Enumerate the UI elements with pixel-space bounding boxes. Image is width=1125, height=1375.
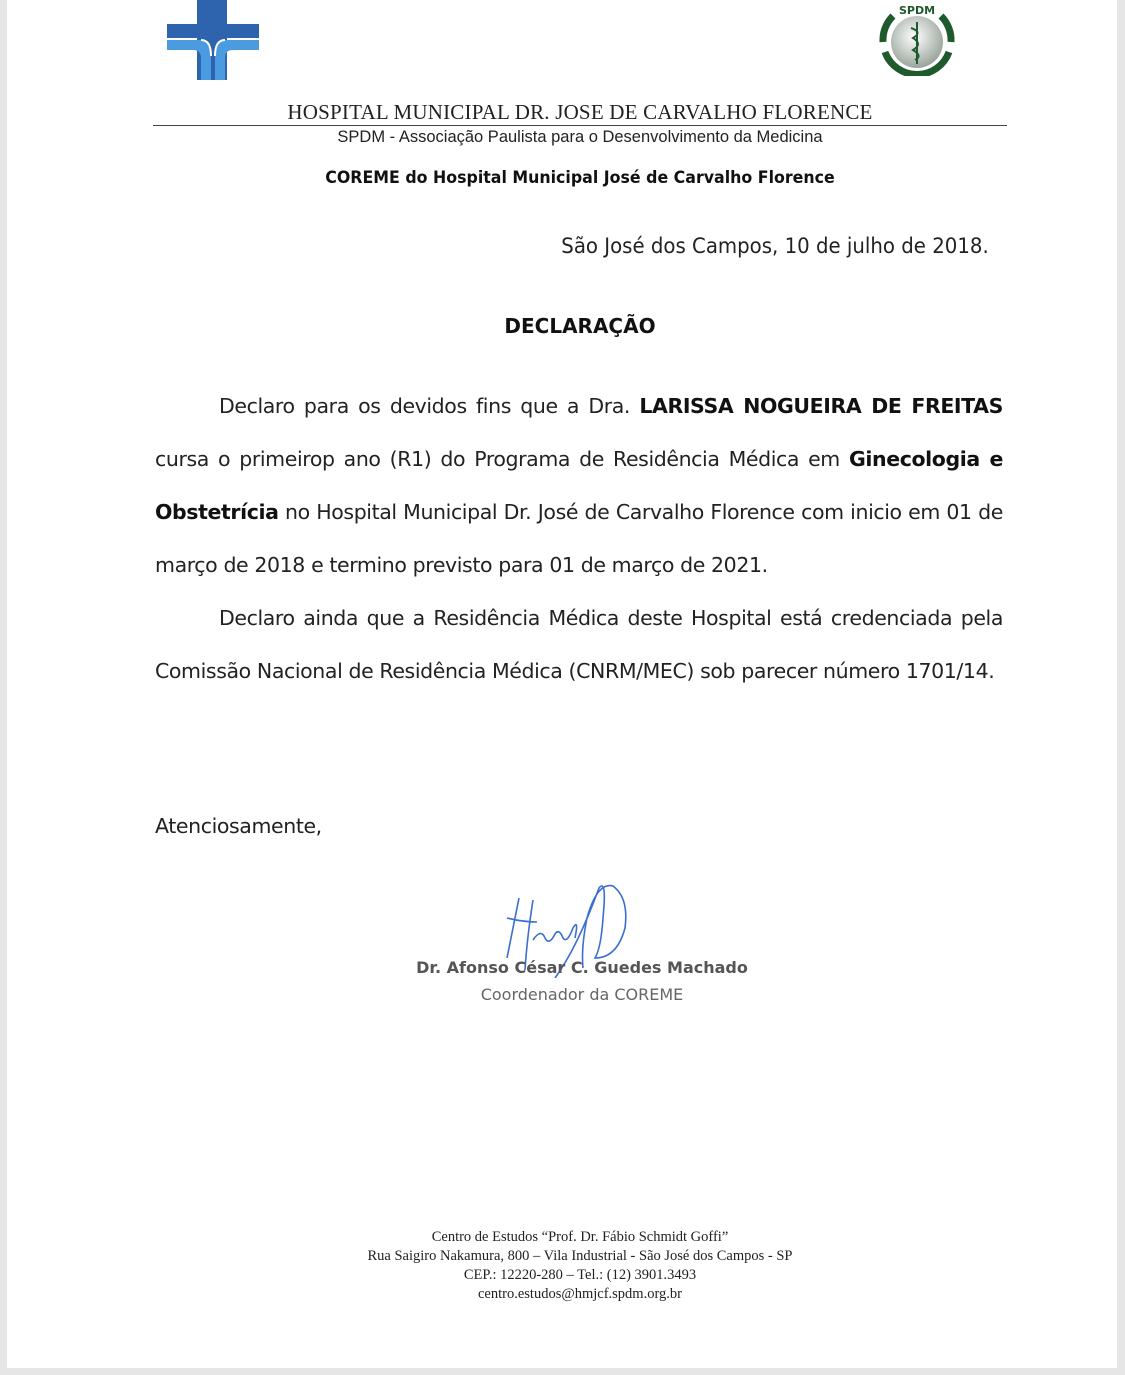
resident-name: LARISSA NOGUEIRA DE FREITAS (639, 394, 1003, 418)
footer-line-2: Rua Saigiro Nakamura, 800 – Vila Industrial - São José dos Campos - SP (367, 1248, 793, 1264)
place-date: São José dos Campos, 10 de julho de 2018. (561, 234, 989, 258)
p1-text-1: Declaro para os devidos fins que a Dra. (219, 394, 640, 418)
document-page (7, 0, 1117, 1368)
footer-email: centro.estudos@hmjcf.spdm.org.br (478, 1286, 682, 1302)
p1-text-2: cursa o primeirop ano (R1) do Programa de Residência Médica em (155, 447, 849, 471)
svg-text:SPDM: SPDM (898, 4, 936, 17)
committee-name: COREME do Hospital Municipal José de Carvalho Florence (325, 168, 835, 188)
header-divider (153, 125, 1007, 126)
paragraph-2: Declaro ainda que a Residência Médica deste Hospital está credenciada pela Comissão Nacional de Residência Médica (CNRM/MEC) sob parecer número 1701/14. (155, 606, 1003, 683)
footer-address (153, 1228, 1007, 1304)
declaration-title: DECLARAÇÃO (504, 314, 656, 338)
closing: Atenciosamente, (155, 814, 322, 838)
specialty: Ginecologia e Obstetrícia (155, 447, 1004, 524)
hospital-name: HOSPITAL MUNICIPAL DR. JOSE DE CARVALHO FLORENCE (287, 100, 873, 124)
p1-text-3: no Hospital Municipal Dr. José de Carvalho Florence com inicio em 01 de março de 2018 e termino previsto para 01 de março de 2021. (155, 500, 1003, 577)
letter-body (155, 380, 1003, 698)
hospital-cross-logo-icon (167, 0, 259, 80)
signer-role: Coordenador da COREME (480, 985, 684, 1004)
footer-line-1: Centro de Estudos “Prof. Dr. Fábio Schmidt Goffi” (431, 1229, 729, 1245)
paragraph-1 (155, 380, 1003, 592)
signer-name: Dr. Afonso César C. Guedes Machado (416, 958, 748, 977)
footer-line-3: CEP.: 12220-280 – Tel.: (12) 3901.3493 (463, 1267, 697, 1283)
organization-name: SPDM - Associação Paulista para o Desenvolvimento da Medicina (337, 128, 823, 146)
spdm-logo-icon (873, 2, 961, 76)
